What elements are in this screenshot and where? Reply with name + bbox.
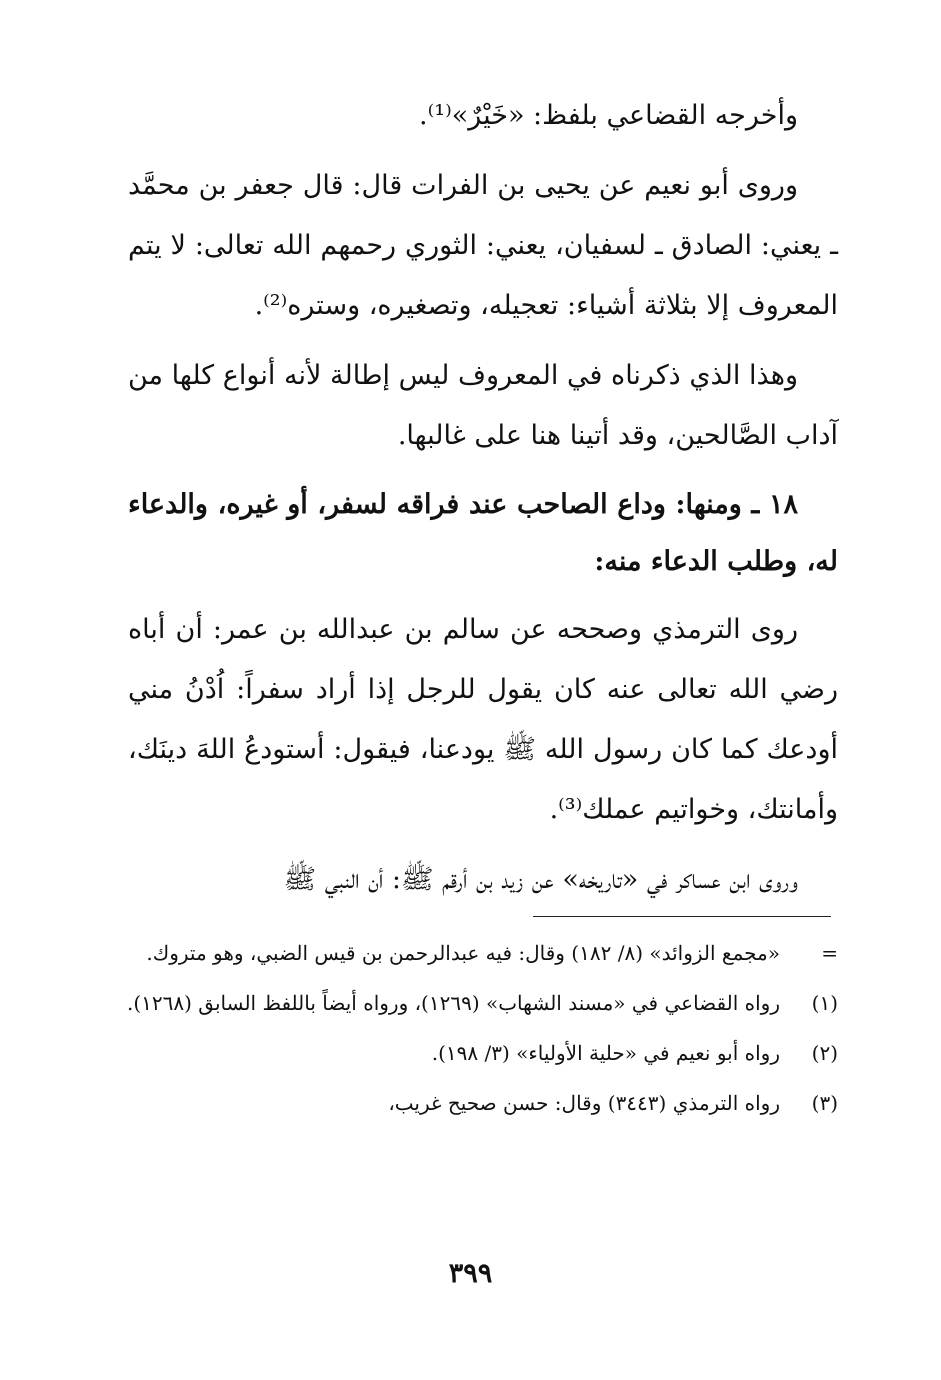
footnote-text: رواه الترمذي (٣٤٤٣) وقال: حسن صحيح غريب،: [388, 1091, 780, 1115]
footnote-item: [122, 1034, 838, 1072]
paragraph: وروى ابن عساكر في «تاريخه» عن زيد بن أرقم ﷺ: أن النبي ﷺ: [283, 864, 798, 895]
paragraph: وروى أبو نعيم عن يحيى بن الفرات قال: قال جعفر بن محمَّد ـ يعني: الصادق ـ لسفيان، يعني: الثوري رحمهم الله تعالى: لا يتم المعروف إلا بثلاثة أشياء: تعجيله، وتصغيره، وستره⁽²⁾.: [128, 170, 838, 321]
paragraph: وهذا الذي ذكرناه في المعروف ليس إطالة لأنه أنواع كلها من آداب الصَّالحين، وقد أتينا هنا على غالبها.: [128, 360, 838, 451]
footnote-text: رواه أبو نعيم في «حلية الأولياء» (٣/ ١٩٨).: [431, 1041, 780, 1065]
paragraph: روى الترمذي وصححه عن سالم بن عبدالله بن عمر: أن أباه رضي الله تعالى عنه كان يقول للرجل إذا أراد سفراً: اُدْنُ مني أودعك كما كان رسول الله ﷺ يودعنا، فيقول: أستودعُ اللهَ دينَك، وأمانتك، وخواتيم عملك⁽³⁾.: [128, 614, 838, 825]
footnote-item: [122, 984, 838, 1022]
footnote-separator: [533, 916, 831, 917]
footnote-marker: (٣): [811, 1091, 838, 1115]
footnote-marker: (١): [811, 991, 838, 1015]
footnote-text: رواه القضاعي في «مسند الشهاب» (١٢٦٩)، ورواه أيضاً باللفظ السابق (١٢٦٨).: [126, 991, 780, 1015]
footnote-text: «مجمع الزوائد» (٨/ ١٨٢) وقال: فيه عبدالرحمن بن قيس الضبي، وهو متروك.: [146, 941, 780, 965]
footnote-item: [122, 1084, 838, 1122]
footnote-item: [122, 934, 838, 972]
page-number: ٣٩٩: [448, 1258, 493, 1289]
footnote-marker: (٢): [811, 1041, 838, 1065]
paragraph: وأخرجه القضاعي بلفظ: «خَيْرٌ»⁽¹⁾.: [419, 100, 798, 131]
footnote-marker: =: [821, 941, 838, 965]
footnotes: [122, 934, 838, 1134]
section-heading: ١٨ ـ ومنها: وداع الصاحب عند فراقه لسفر، أو غيره، والدعاء له، وطلب الدعاء منه:: [128, 489, 838, 577]
main-text: [128, 86, 838, 920]
